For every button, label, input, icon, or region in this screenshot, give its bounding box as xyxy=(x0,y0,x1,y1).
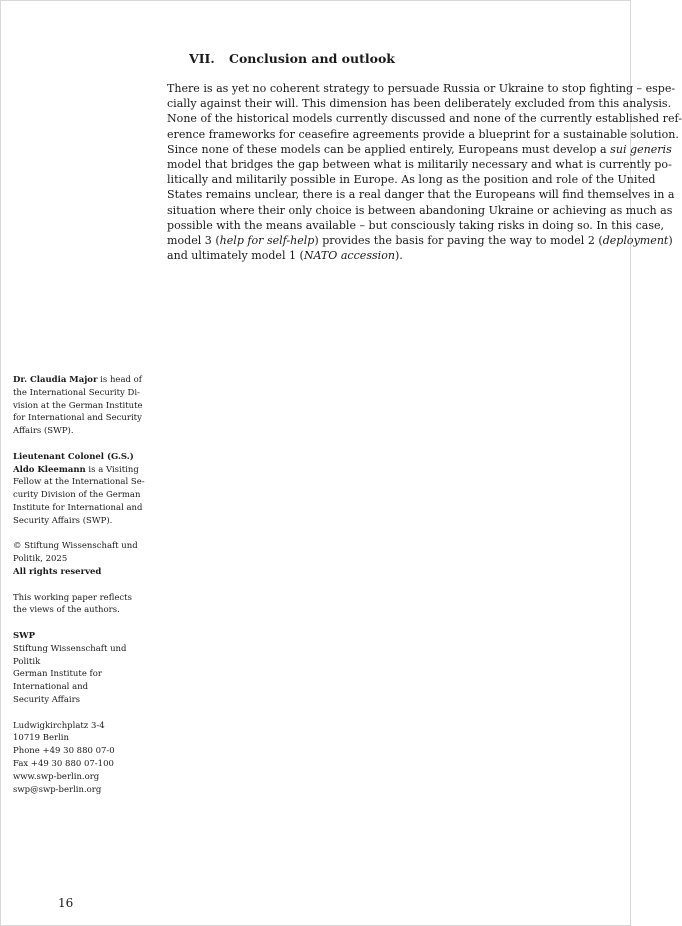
author-bio-text: Affairs (SWP). xyxy=(13,426,74,437)
disclaimer-block xyxy=(13,592,143,618)
body-line-text: and ultimately model 1 ( xyxy=(167,249,304,263)
website: www.swp-berlin.org xyxy=(13,771,100,782)
page-number: 16 xyxy=(58,896,74,910)
body-line xyxy=(167,248,611,263)
author-bio-kleemann xyxy=(13,451,143,528)
section-title: Conclusion and outlook xyxy=(229,51,395,66)
section-heading xyxy=(189,51,395,66)
section-number: VII. xyxy=(189,51,215,66)
body-line: None of the historical models currently discussed and none of the currently established ref- xyxy=(167,112,682,126)
author-sidebar xyxy=(13,374,143,809)
emphasis-nato-accession: NATO accession xyxy=(303,249,395,263)
body-line-text: ) provides the basis for paving the way to model 2 ( xyxy=(314,234,603,248)
org-name: Security Affairs xyxy=(13,694,81,705)
org-name: German Institute for xyxy=(13,669,102,680)
author-bio-text: the International Security Di- xyxy=(13,387,140,398)
address-city: 10719 Berlin xyxy=(13,733,69,744)
body-line: States remains unclear, there is a real danger that the Europeans will find themselves in a xyxy=(167,188,675,202)
body-line: possible with the means available – but consciously taking risks in doing so. In this case, xyxy=(167,218,665,232)
rights-reserved: All rights reserved xyxy=(13,566,102,577)
email: swp@swp-berlin.org xyxy=(13,784,102,795)
body-line: erence frameworks for ceasefire agreements provide a blueprint for a sustainable solution. xyxy=(167,127,679,141)
body-line: litically and militarily possible in Europe. As long as the position and role of the United xyxy=(167,173,656,187)
body-line: model that bridges the gap between what is militarily necessary and what is currently po- xyxy=(167,158,672,172)
author-bio-major xyxy=(13,374,143,438)
org-name: International and xyxy=(13,682,89,693)
body-line: cially against their will. This dimension has been deliberately excluded from this analysis. xyxy=(167,97,672,111)
emphasis-sui-generis: sui generis xyxy=(610,142,672,156)
author-bio-text: for International and Security xyxy=(13,413,142,424)
body-line: situation where their only choice is between abandoning Ukraine or achieving as much as xyxy=(167,203,673,217)
body-line-text: ). xyxy=(394,249,403,263)
disclaimer-text: This working paper reflects xyxy=(13,592,132,603)
copyright-text: Politik, 2025 xyxy=(13,554,68,565)
body-line-text: model 3 ( xyxy=(167,234,220,248)
author-name: Aldo Kleemann xyxy=(13,464,86,475)
author-line xyxy=(13,464,143,477)
address-street: Ludwigkirchplatz 3-4 xyxy=(13,720,105,731)
author-bio-text: is head of xyxy=(97,375,142,385)
author-rank: Lieutenant Colonel (G.S.) xyxy=(13,451,134,462)
fax-number: Fax +49 30 880 07-100 xyxy=(13,758,114,769)
address-block xyxy=(13,720,143,797)
author-name xyxy=(13,451,143,464)
author-bio-text: curity Division of the German xyxy=(13,490,141,501)
org-name: Stiftung Wissenschaft und xyxy=(13,643,127,654)
copyright-block xyxy=(13,540,143,578)
org-name: Politik xyxy=(13,656,41,667)
author-bio-text: is a Visiting xyxy=(85,464,139,475)
author-bio-text: vision at the German Institute xyxy=(13,400,143,411)
copyright-text: © Stiftung Wissenschaft und xyxy=(13,541,138,552)
phone-number: Phone +49 30 880 07-0 xyxy=(13,746,115,757)
body-line xyxy=(167,142,672,157)
emphasis-deployment: deployment xyxy=(602,234,669,248)
author-bio-text: Security Affairs (SWP). xyxy=(13,515,113,526)
body-line xyxy=(167,233,673,248)
author-name: Dr. Claudia Major xyxy=(13,375,98,385)
author-bio-text: Institute for International and xyxy=(13,502,143,513)
body-paragraph xyxy=(167,81,682,263)
body-line-text: Since none of these models can be applied entirely, Europeans must develop a xyxy=(167,142,611,156)
org-abbreviation: SWP xyxy=(13,630,36,641)
organization-block xyxy=(13,630,143,707)
author-line xyxy=(13,374,143,387)
body-line-text: ) xyxy=(668,234,673,248)
emphasis-help-for-self-help: help for self-help xyxy=(219,234,315,248)
body-line: There is as yet no coherent strategy to persuade Russia or Ukraine to stop fighting – espe- xyxy=(167,82,676,95)
author-bio-text: Fellow at the International Se- xyxy=(13,477,145,488)
disclaimer-text: the views of the authors. xyxy=(13,605,120,616)
